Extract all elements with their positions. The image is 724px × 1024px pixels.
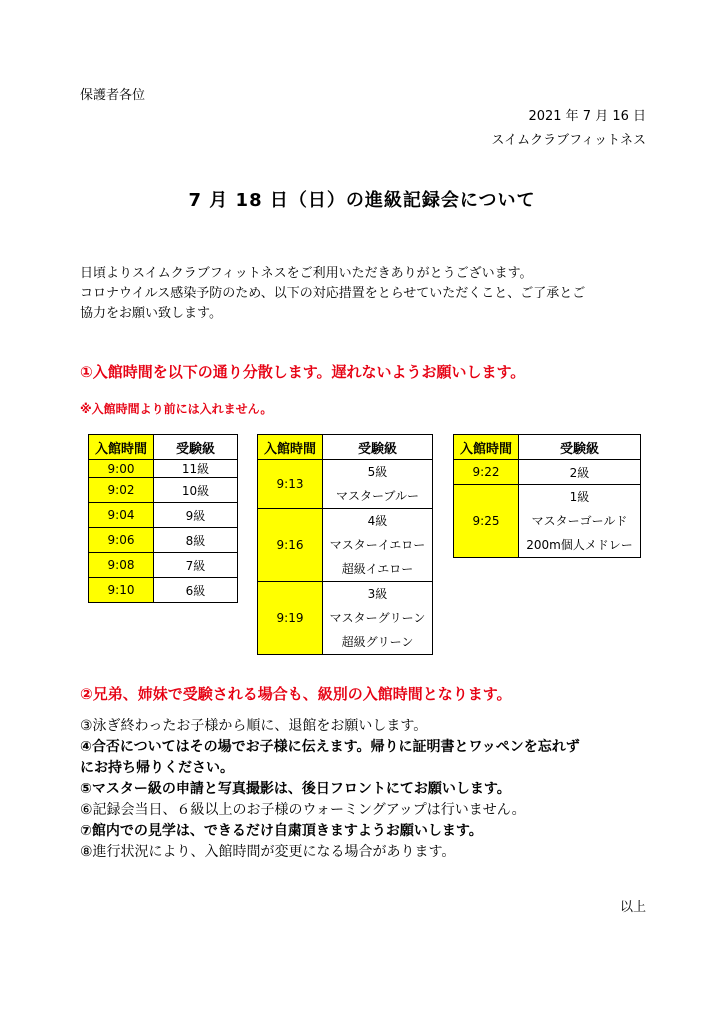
grade-cell (323, 509, 433, 582)
document-date: 2021 年 7 月 16 日 (528, 109, 646, 124)
grade-line: 超級イエロー (341, 562, 414, 576)
note-item: にお持ち帰りください。 (80, 760, 234, 776)
grade-cell: 6級 (154, 578, 238, 603)
header-exam-grade: 受験級 (154, 435, 238, 460)
note-item: ⑥記録会当日、６級以上のお子様のウォーミングアップは行いません。 (80, 802, 526, 818)
grade-line: 超級グリーン (341, 635, 414, 649)
closing-mark: 以上 (619, 900, 646, 915)
document-title: 7 月 18 日（日）の進級記録会について (188, 190, 536, 211)
grade-cell: 11級 (154, 460, 238, 478)
entry-time-cell: 9:10 (89, 578, 154, 603)
header-exam-grade: 受験級 (323, 435, 433, 460)
schedule-table-1 (88, 434, 238, 603)
grade-cell: 10級 (154, 478, 238, 503)
notice-siblings: ②兄弟、姉妹で受験される場合も、級別の入館時間となります。 (80, 685, 512, 703)
intro-line: 日頃よりスイムクラブフィットネスをご利用いただきありがとうございます。 (80, 266, 533, 281)
header-exam-grade: 受験級 (519, 435, 641, 460)
entry-time-cell: 9:19 (258, 582, 323, 655)
entry-time-cell: 9:00 (89, 460, 154, 478)
schedule-table-3 (453, 434, 641, 558)
entry-time-cell: 9:22 (454, 460, 519, 485)
entry-time-cell: 9:06 (89, 528, 154, 553)
grade-line: マスターグリーン (329, 611, 426, 625)
notice-entry-time: ①入館時間を以下の通り分散します。遅れないようお願いします。 (80, 363, 526, 381)
entry-time-cell: 9:25 (454, 485, 519, 558)
entry-time-cell: 9:04 (89, 503, 154, 528)
grade-cell: 7級 (154, 553, 238, 578)
grade-cell (323, 460, 433, 509)
header-entry-time: 入館時間 (89, 435, 154, 460)
note-item: ③泳ぎ終わったお子様から順に、退館をお願いします。 (80, 718, 428, 734)
grade-cell (519, 485, 641, 558)
recipient: 保護者各位 (80, 88, 146, 103)
grade-line: マスターイエロー (329, 538, 426, 552)
grade-line: 5級 (367, 465, 388, 479)
grade-cell: 9級 (154, 503, 238, 528)
note-item: ⑧進行状況により、入館時間が変更になる場合があります。 (80, 844, 456, 860)
intro-line: 協力をお願い致します。 (80, 306, 222, 321)
grade-cell: 8級 (154, 528, 238, 553)
grade-line: マスターゴールド (531, 514, 628, 528)
notice-entry-time-sub: ※入館時間より前には入れません。 (80, 402, 273, 416)
entry-time-cell: 9:08 (89, 553, 154, 578)
grade-line: マスターブルー (336, 489, 419, 503)
schedule-table-2 (257, 434, 433, 655)
entry-time-cell: 9:02 (89, 478, 154, 503)
entry-time-cell: 9:16 (258, 509, 323, 582)
notes-list (80, 716, 580, 863)
note-item: ④合否についてはその場でお子様に伝えます。帰りに証明書とワッペンを忘れず (80, 739, 580, 755)
grade-cell: 2級 (519, 460, 641, 485)
grade-line: 3級 (367, 587, 388, 601)
grade-line: 1級 (569, 490, 590, 504)
grade-cell (323, 582, 433, 655)
sender-name: スイムクラブフィットネス (491, 133, 646, 148)
intro-line: コロナウイルス感染予防のため、以下の対応措置をとらせていただくこと、ご了承とご (80, 286, 586, 301)
entry-time-cell: 9:13 (258, 460, 323, 509)
header-entry-time: 入館時間 (258, 435, 323, 460)
grade-line: 200m個人メドレー (526, 538, 633, 552)
intro-paragraph (80, 264, 585, 324)
grade-line: 4級 (367, 514, 388, 528)
note-item: ⑦館内での見学は、できるだけ自粛頂きますようお願いします。 (80, 823, 483, 839)
note-item: ⑤マスター級の申請と写真撮影は、後日フロントにてお願いします。 (80, 781, 511, 797)
header-entry-time: 入館時間 (454, 435, 519, 460)
